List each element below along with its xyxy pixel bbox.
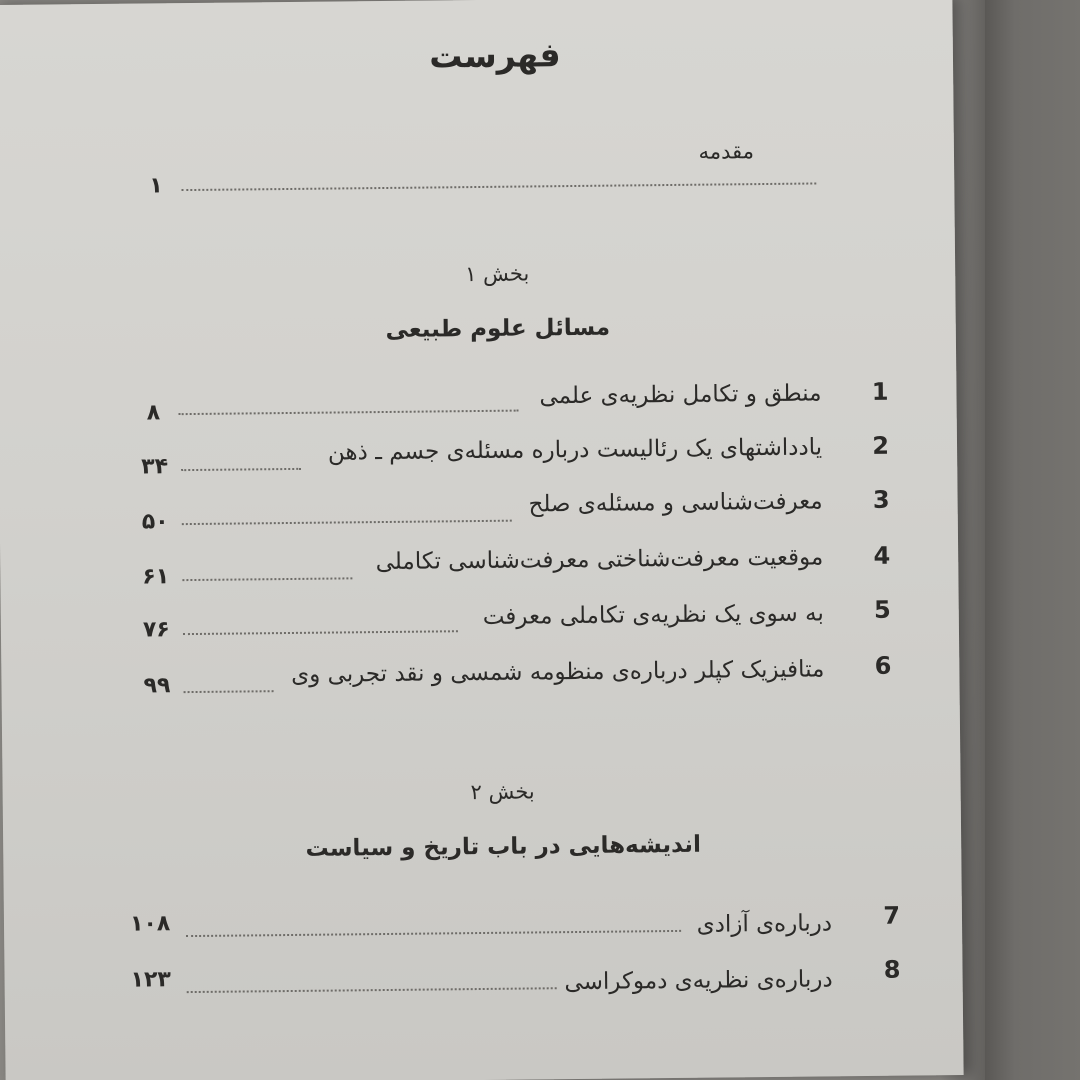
entry-leader-dots: [184, 690, 274, 693]
entry-title: به سوی یک نظریه‌ی تکاملی معرفت: [482, 600, 824, 630]
intro-label: مقدمه: [698, 139, 755, 164]
entry-page-number: ۹۹: [143, 673, 171, 699]
entry-leader-dots: [187, 987, 557, 993]
entry-leader-dots: [186, 930, 681, 937]
intro-page-number: ۱: [149, 173, 163, 199]
entry-page-number: ۶۱: [142, 564, 170, 590]
entry-number: 1: [871, 377, 889, 406]
entry-title: یادداشتهای یک رئالیست درباره مسئله‌ی جسم ـ ذهن: [327, 434, 823, 466]
part-2-title: اندیشه‌هایی در باب تاریخ و سیاست: [305, 831, 702, 862]
part-1-label: بخش ۱: [465, 261, 530, 287]
entry-title: منطق و تکامل نظریه‌ی علمی: [539, 380, 822, 410]
entry-page-number: ۱۲۳: [130, 967, 172, 993]
entry-title: درباره‌ی نظریه‌ی دموکراسی: [564, 966, 833, 996]
entry-number: 6: [874, 651, 892, 680]
entry-leader-dots: [182, 577, 352, 581]
part-2-label: بخش ۲: [470, 779, 535, 805]
adjacent-book-edge: [985, 0, 1080, 1080]
entry-number: 7: [883, 901, 901, 930]
entry-title: موقعیت معرفت‌شناختی معرفت‌شناسی تکاملی: [375, 544, 824, 576]
entry-number: 3: [872, 485, 890, 514]
entry-page-number: ۷۶: [142, 617, 170, 643]
entry-page-number: ۸: [146, 400, 161, 426]
entry-title: معرفت‌شناسی و مسئله‌ی صلح: [528, 488, 823, 518]
part-1-title: مسائل علوم طبیعی: [385, 314, 611, 343]
entry-title: متافیزیک کپلر درباره‌ی منظومه شمسی و نقد تجربی وی: [291, 656, 825, 688]
entry-number: 4: [873, 541, 891, 570]
entry-number: 2: [872, 431, 890, 460]
entry-leader-dots: [181, 468, 301, 471]
page-title: فهرست: [429, 35, 561, 76]
entry-title: درباره‌ی آزادی: [696, 910, 833, 938]
entry-leader-dots: [179, 410, 519, 416]
entry-page-number: ۱۰۸: [129, 911, 171, 937]
intro-leader-dots: [181, 182, 816, 191]
entry-page-number: ۵۰: [141, 509, 169, 535]
entry-leader-dots: [183, 630, 458, 635]
entry-number: 5: [873, 595, 891, 624]
entry-leader-dots: [182, 520, 512, 525]
entry-page-number: ۳۴: [141, 454, 169, 480]
entry-number: 8: [883, 955, 901, 984]
